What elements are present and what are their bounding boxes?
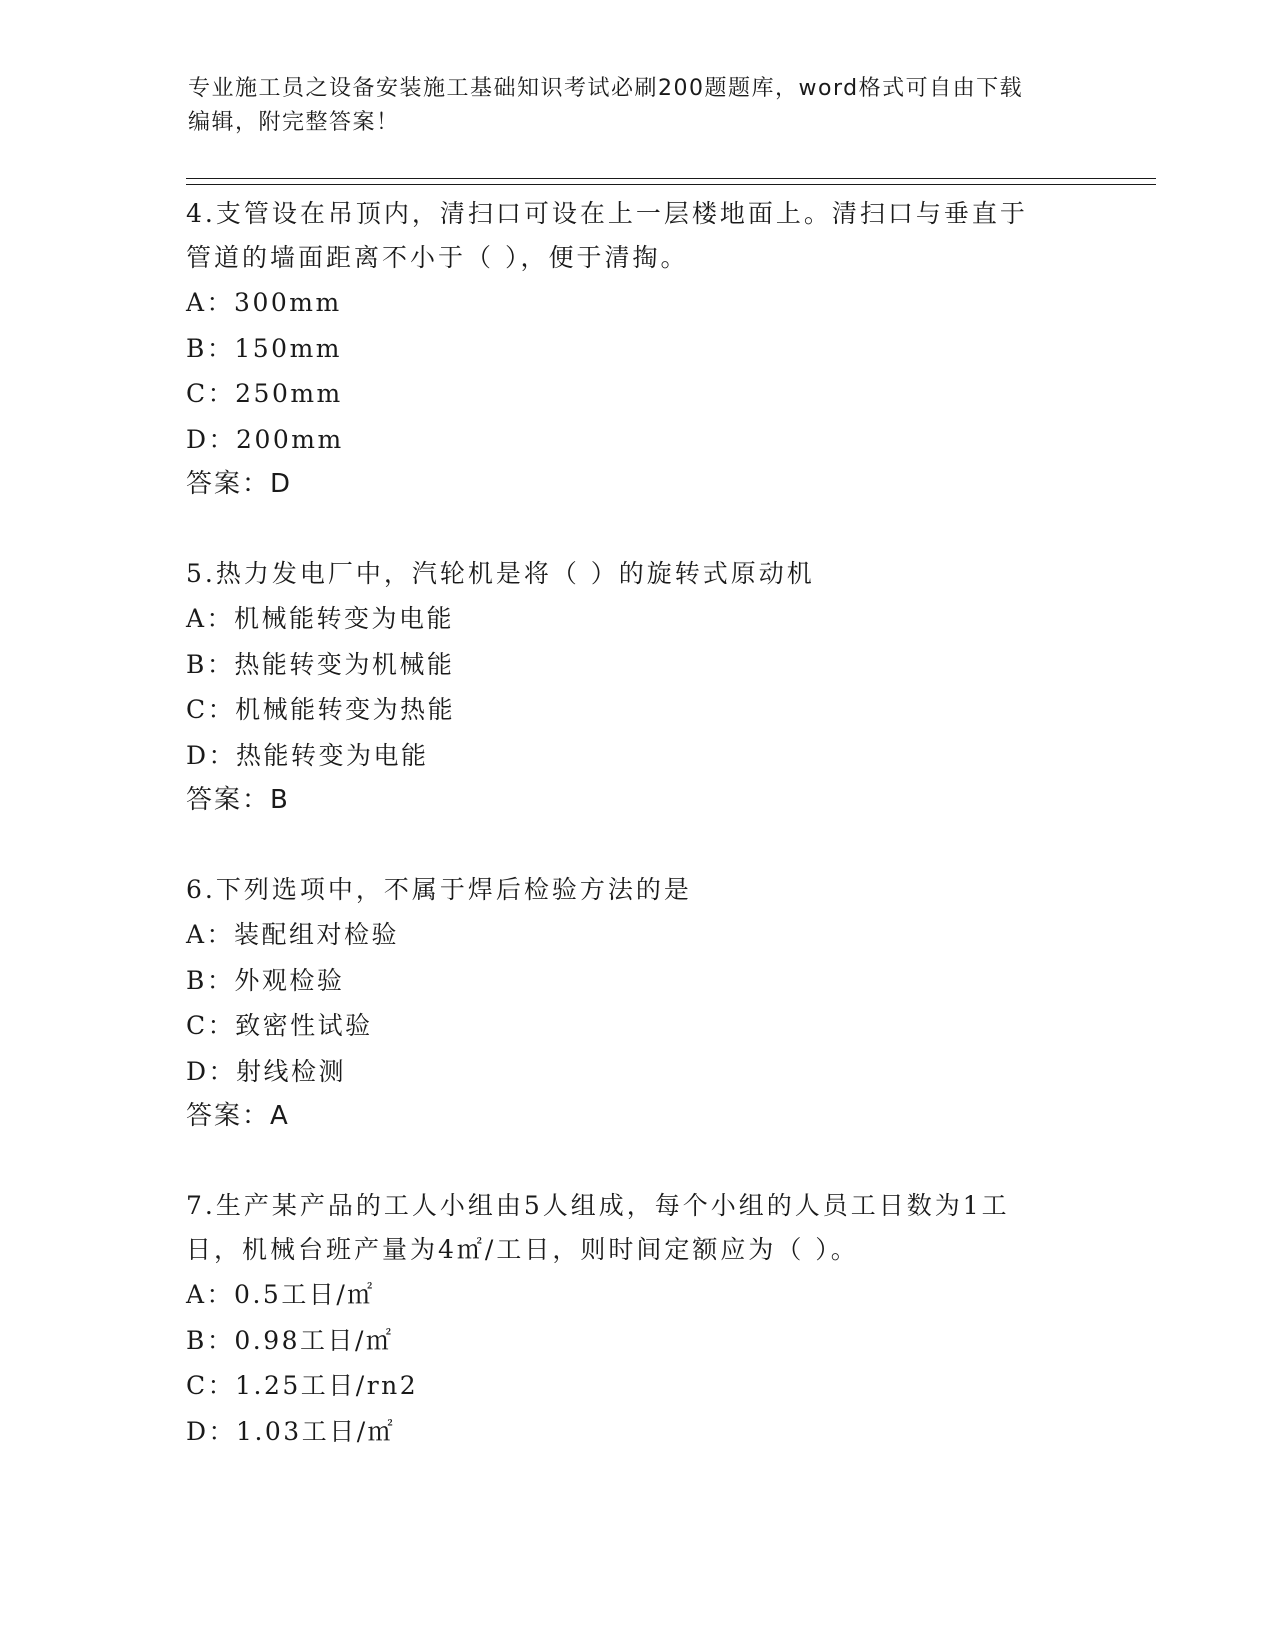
option-b: B：热能转变为机械能 (186, 649, 455, 679)
header-title-line-2: 编辑，附完整答案！ (188, 110, 400, 135)
question-item (186, 552, 1086, 822)
option-d: D：射线检测 (186, 1056, 347, 1086)
answer-line: 答案：A (186, 1101, 290, 1131)
option-a: A：装配组对检验 (186, 920, 400, 949)
question-list (186, 192, 1086, 1500)
option-a: A：300mm (186, 288, 342, 317)
question-item (186, 192, 1086, 506)
header-title-line-1: 专业施工员之设备安装施工基础知识考试必刷200题题库，word格式可自由下载 (188, 76, 1024, 101)
question-item (186, 1184, 1086, 1454)
header-divider-top (186, 178, 1156, 179)
answer-line: 答案：B (186, 785, 290, 815)
option-c: C：致密性试验 (186, 1011, 373, 1040)
question-stem: 7.生产某产品的工人小组由5人组成，每个小组的人员工日数为1工 (186, 1191, 1010, 1220)
option-a: A：0.5工日/㎡ (186, 1280, 375, 1309)
option-c: C：1.25工日/rn2 (186, 1371, 419, 1400)
option-d: D：200mm (186, 424, 344, 454)
header-divider-bottom (186, 184, 1156, 185)
option-b: B：150mm (186, 333, 343, 363)
document-header (188, 72, 1088, 140)
question-stem-continued: 管道的墙面距离不小于（ ），便于清掏。 (186, 243, 689, 272)
question-stem: 6.下列选项中，不属于焊后检验方法的是 (186, 875, 692, 904)
question-stem-continued: 日，机械台班产量为4㎡/工日，则时间定额应为（ ）。 (186, 1235, 859, 1264)
option-b: B：外观检验 (186, 965, 345, 995)
question-item (186, 868, 1086, 1138)
question-stem: 5.热力发电厂中，汽轮机是将（ ）的旋转式原动机 (186, 559, 815, 588)
option-a: A：机械能转变为电能 (186, 604, 455, 633)
option-c: C：250mm (186, 379, 343, 408)
option-c: C：机械能转变为热能 (186, 695, 456, 724)
option-b: B：0.98工日/㎡ (186, 1325, 394, 1355)
answer-line: 答案：D (186, 469, 293, 499)
option-d: D：热能转变为电能 (186, 740, 429, 770)
question-stem: 4.支管设在吊顶内，清扫口可设在上一层楼地面上。清扫口与垂直于 (186, 199, 1028, 228)
option-d: D：1.03工日/㎡ (186, 1416, 396, 1446)
